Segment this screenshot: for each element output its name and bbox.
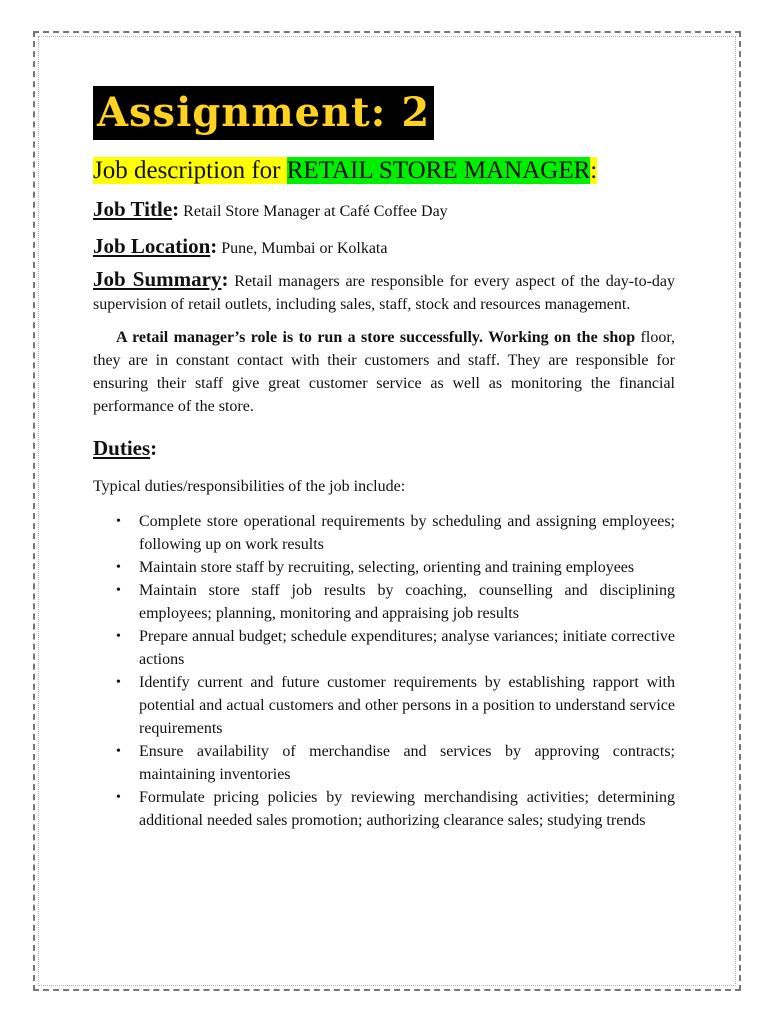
- job-location-label: Job Location: [93, 234, 211, 258]
- job-title-field: Job Title: Retail Store Manager at Café Coffee Day: [93, 197, 448, 221]
- duties-list: [93, 510, 675, 832]
- bullet-icon: •: [116, 583, 121, 598]
- duties-heading: Duties:: [93, 436, 158, 460]
- title-block: [93, 86, 675, 144]
- duties-heading-label: Duties: [93, 436, 151, 460]
- duty-item: [116, 671, 675, 740]
- job-location-value: Pune, Mumbai or Kolkata: [221, 240, 388, 257]
- job-title-value: Retail Store Manager at Café Coffee Day: [183, 203, 448, 220]
- job-summary-label: Job Summary: [93, 267, 222, 291]
- bullet-icon: •: [116, 629, 121, 644]
- assignment-title: Assignment: 2: [93, 86, 434, 140]
- duty-text: Identify current and future customer requirements by establishing rapport with potential and actual customers and other persons in a position to understand service requirements: [139, 674, 675, 737]
- duty-item: [116, 625, 675, 671]
- subtitle-prefix: Job description for: [93, 157, 287, 184]
- duty-text: Maintain store staff job results by coaching, counselling and disciplining employees; planning, monitoring and appraising job results: [139, 582, 675, 622]
- duty-item: [116, 740, 675, 786]
- duty-text: Maintain store staff by recruiting, selecting, orienting and training employees: [139, 559, 635, 576]
- document-body: [93, 86, 675, 832]
- duty-text: Ensure availability of merchandise and services by approving contracts; maintaining inventories: [139, 743, 675, 783]
- job-location-field: Job Location: Pune, Mumbai or Kolkata: [93, 234, 388, 258]
- duty-text: Formulate pricing policies by reviewing merchandising activities; determining additional needed sales promotion; authorizing clearance sales; studying trends: [139, 789, 675, 829]
- subtitle-suffix: :: [590, 157, 598, 184]
- job-summary-field: Job Summary: Retail managers are responsible for every aspect of the day-to-day supervision of retail outlets, including sales, staff, stock and resources management.: [93, 267, 676, 313]
- job-title-label: Job Title: [93, 197, 173, 221]
- duty-item: [116, 579, 675, 625]
- bullet-icon: •: [116, 790, 121, 805]
- subtitle-highlight: RETAIL STORE MANAGER: [286, 157, 591, 184]
- role-paragraph: [93, 326, 675, 418]
- job-description-heading: [93, 156, 675, 186]
- duty-text: Prepare annual budget; schedule expenditures; analyse variances; initiate corrective actions: [139, 628, 675, 668]
- bullet-icon: •: [116, 744, 121, 759]
- role-paragraph-bold: A retail manager’s role is to run a store successfully. Working on the shop: [116, 329, 636, 346]
- job-summary-value: Retail managers are responsible for every aspect of the day-to-day supervision of retail outlets, including sales, staff, stock and resources management.: [93, 273, 676, 313]
- role-paragraph-rest: floor, they are in constant contact with their customers and staff. They are responsible for ensuring their staff give great customer service as well as monitoring the financial performance of the store.: [93, 329, 676, 415]
- duty-item: [116, 556, 675, 579]
- bullet-icon: •: [116, 560, 121, 575]
- bullet-icon: •: [116, 514, 121, 529]
- duty-item: [116, 786, 675, 832]
- duty-item: [116, 510, 675, 556]
- duties-intro: Typical duties/responsibilities of the job include:: [93, 478, 406, 495]
- duty-text: Complete store operational requirements by scheduling and assigning employees; following up on work results: [139, 513, 675, 553]
- bullet-icon: •: [116, 675, 121, 690]
